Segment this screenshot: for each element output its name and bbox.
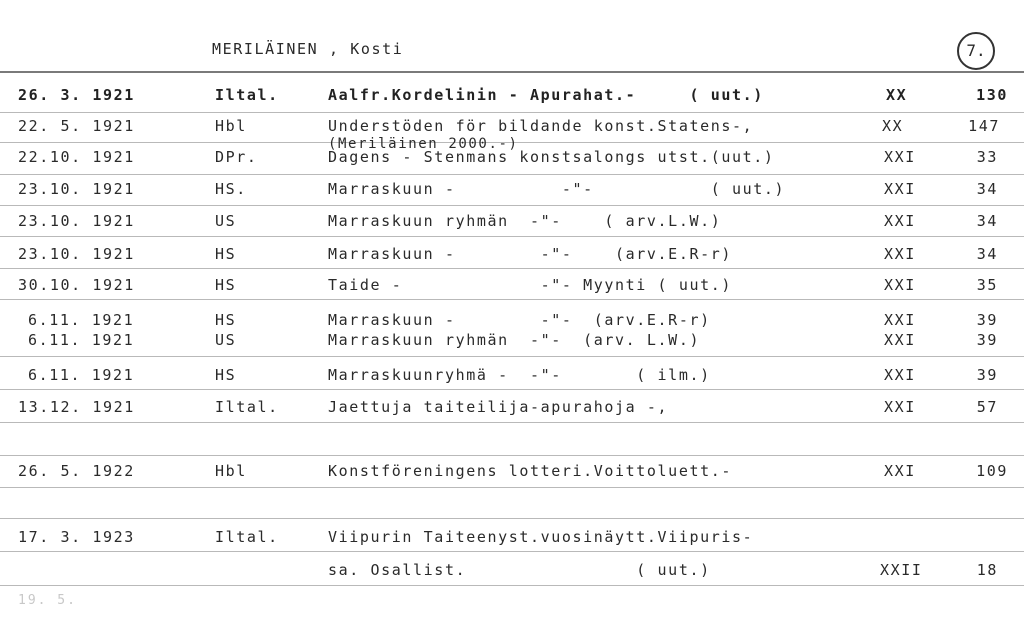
row-page: 33 (976, 148, 998, 166)
row-volume: XXII (880, 561, 923, 579)
row-source: Hbl (215, 462, 247, 480)
row-page: 34 (976, 245, 998, 263)
row-date: 26. 3. 1921 (18, 86, 135, 104)
row-source: HS (215, 245, 237, 263)
rule-line (0, 174, 1024, 175)
row-source: HS (215, 366, 237, 384)
rule-line (0, 299, 1024, 300)
row-page: 39 (976, 311, 998, 329)
row-page: 147 (968, 117, 1000, 135)
card-number-badge: 7. (957, 32, 995, 70)
rule-line (0, 356, 1024, 357)
row-date: 26. 5. 1922 (18, 462, 135, 480)
row-source: DPr. (215, 148, 258, 166)
header-rule (0, 71, 1024, 73)
row-volume: XX (886, 86, 908, 104)
row-source: HS. (215, 180, 247, 198)
row-source: Iltal. (215, 86, 279, 104)
row-source: US (215, 331, 237, 349)
row-page: 35 (976, 276, 998, 294)
row-date: 22.10. 1921 (18, 148, 135, 166)
row-page: 34 (976, 212, 998, 230)
row-volume: XXI (884, 276, 916, 294)
rule-line (0, 236, 1024, 237)
rule-line (0, 112, 1024, 113)
row-source: Iltal. (215, 528, 279, 546)
rule-line (0, 205, 1024, 206)
row-date: 6.11. 1921 (28, 331, 135, 349)
row-text: Taide - -"- Myynti ( uut.) (328, 276, 732, 294)
row-source: HS (215, 311, 237, 329)
rule-line (0, 551, 1024, 552)
rule-line (0, 422, 1024, 423)
row-page: 34 (976, 180, 998, 198)
row-page: 130 (976, 86, 1008, 104)
row-text: Viipurin Taiteenyst.vuosinäytt.Viipuris- (328, 528, 754, 546)
row-volume: XXI (884, 212, 916, 230)
row-volume: XXI (884, 311, 916, 329)
row-date: 6.11. 1921 (28, 366, 135, 384)
row-page: 18 (976, 561, 998, 579)
row-volume: XX (882, 117, 904, 135)
row-date: 23.10. 1921 (18, 180, 135, 198)
row-text: Konstföreningens lotteri.Voittoluett.- (328, 462, 732, 480)
row-page: 39 (976, 366, 998, 384)
row-text: Jaettuja taiteilija-apurahoja -, (328, 398, 669, 416)
row-date: 23.10. 1921 (18, 212, 135, 230)
row-text: Aalfr.Kordelinin - Apurahat.- ( uut.) (328, 86, 764, 104)
rule-line (0, 518, 1024, 519)
row-text: Marraskuun ryhmän -"- ( arv.L.W.) (328, 212, 722, 230)
row-date: 30.10. 1921 (18, 276, 135, 294)
row-volume: XXI (884, 366, 916, 384)
row-text: Marraskuun - -"- (arv.E.R-r) (328, 245, 732, 263)
row-date: 23.10. 1921 (18, 245, 135, 263)
row-text: Marraskuun ryhmän -"- (arv. L.W.) (328, 331, 701, 349)
row-text: Dagens - Stenmans konstsalongs utst.(uut.) (328, 148, 775, 166)
row-page: 39 (976, 331, 998, 349)
row-date: 22. 5. 1921 (18, 117, 135, 135)
row-date: 17. 3. 1923 (18, 528, 135, 546)
row-text: Marraskuun - -"- ( uut.) (328, 180, 786, 198)
row-volume: XXI (884, 180, 916, 198)
row-volume: XXI (884, 148, 916, 166)
row-page: 57 (976, 398, 998, 416)
row-volume: XXI (884, 398, 916, 416)
rule-line (0, 389, 1024, 390)
row-subtext: (Meriläinen 2000.-) (328, 136, 519, 152)
person-name: MERILÄINEN , Kosti (212, 40, 404, 58)
row-source: Hbl (215, 117, 247, 135)
row-text: Understöden för bildande konst.Statens-, (328, 117, 754, 135)
row-date: 13.12. 1921 (18, 398, 135, 416)
row-volume: XXI (884, 462, 916, 480)
rule-line (0, 268, 1024, 269)
row-text: Marraskuun - -"- (arv.E.R-r) (328, 311, 711, 329)
faint-entry: 19. 5. (18, 593, 77, 608)
row-source: Iltal. (215, 398, 279, 416)
row-page: 109 (976, 462, 1008, 480)
row-date: 6.11. 1921 (28, 311, 135, 329)
row-source: US (215, 212, 237, 230)
row-volume: XXI (884, 245, 916, 263)
rule-line (0, 455, 1024, 456)
rule-line (0, 487, 1024, 488)
row-text: sa. Osallist. ( uut.) (328, 561, 711, 579)
row-volume: XXI (884, 331, 916, 349)
row-text: Marraskuunryhmä - -"- ( ilm.) (328, 366, 711, 384)
rule-line (0, 585, 1024, 586)
row-source: HS (215, 276, 237, 294)
